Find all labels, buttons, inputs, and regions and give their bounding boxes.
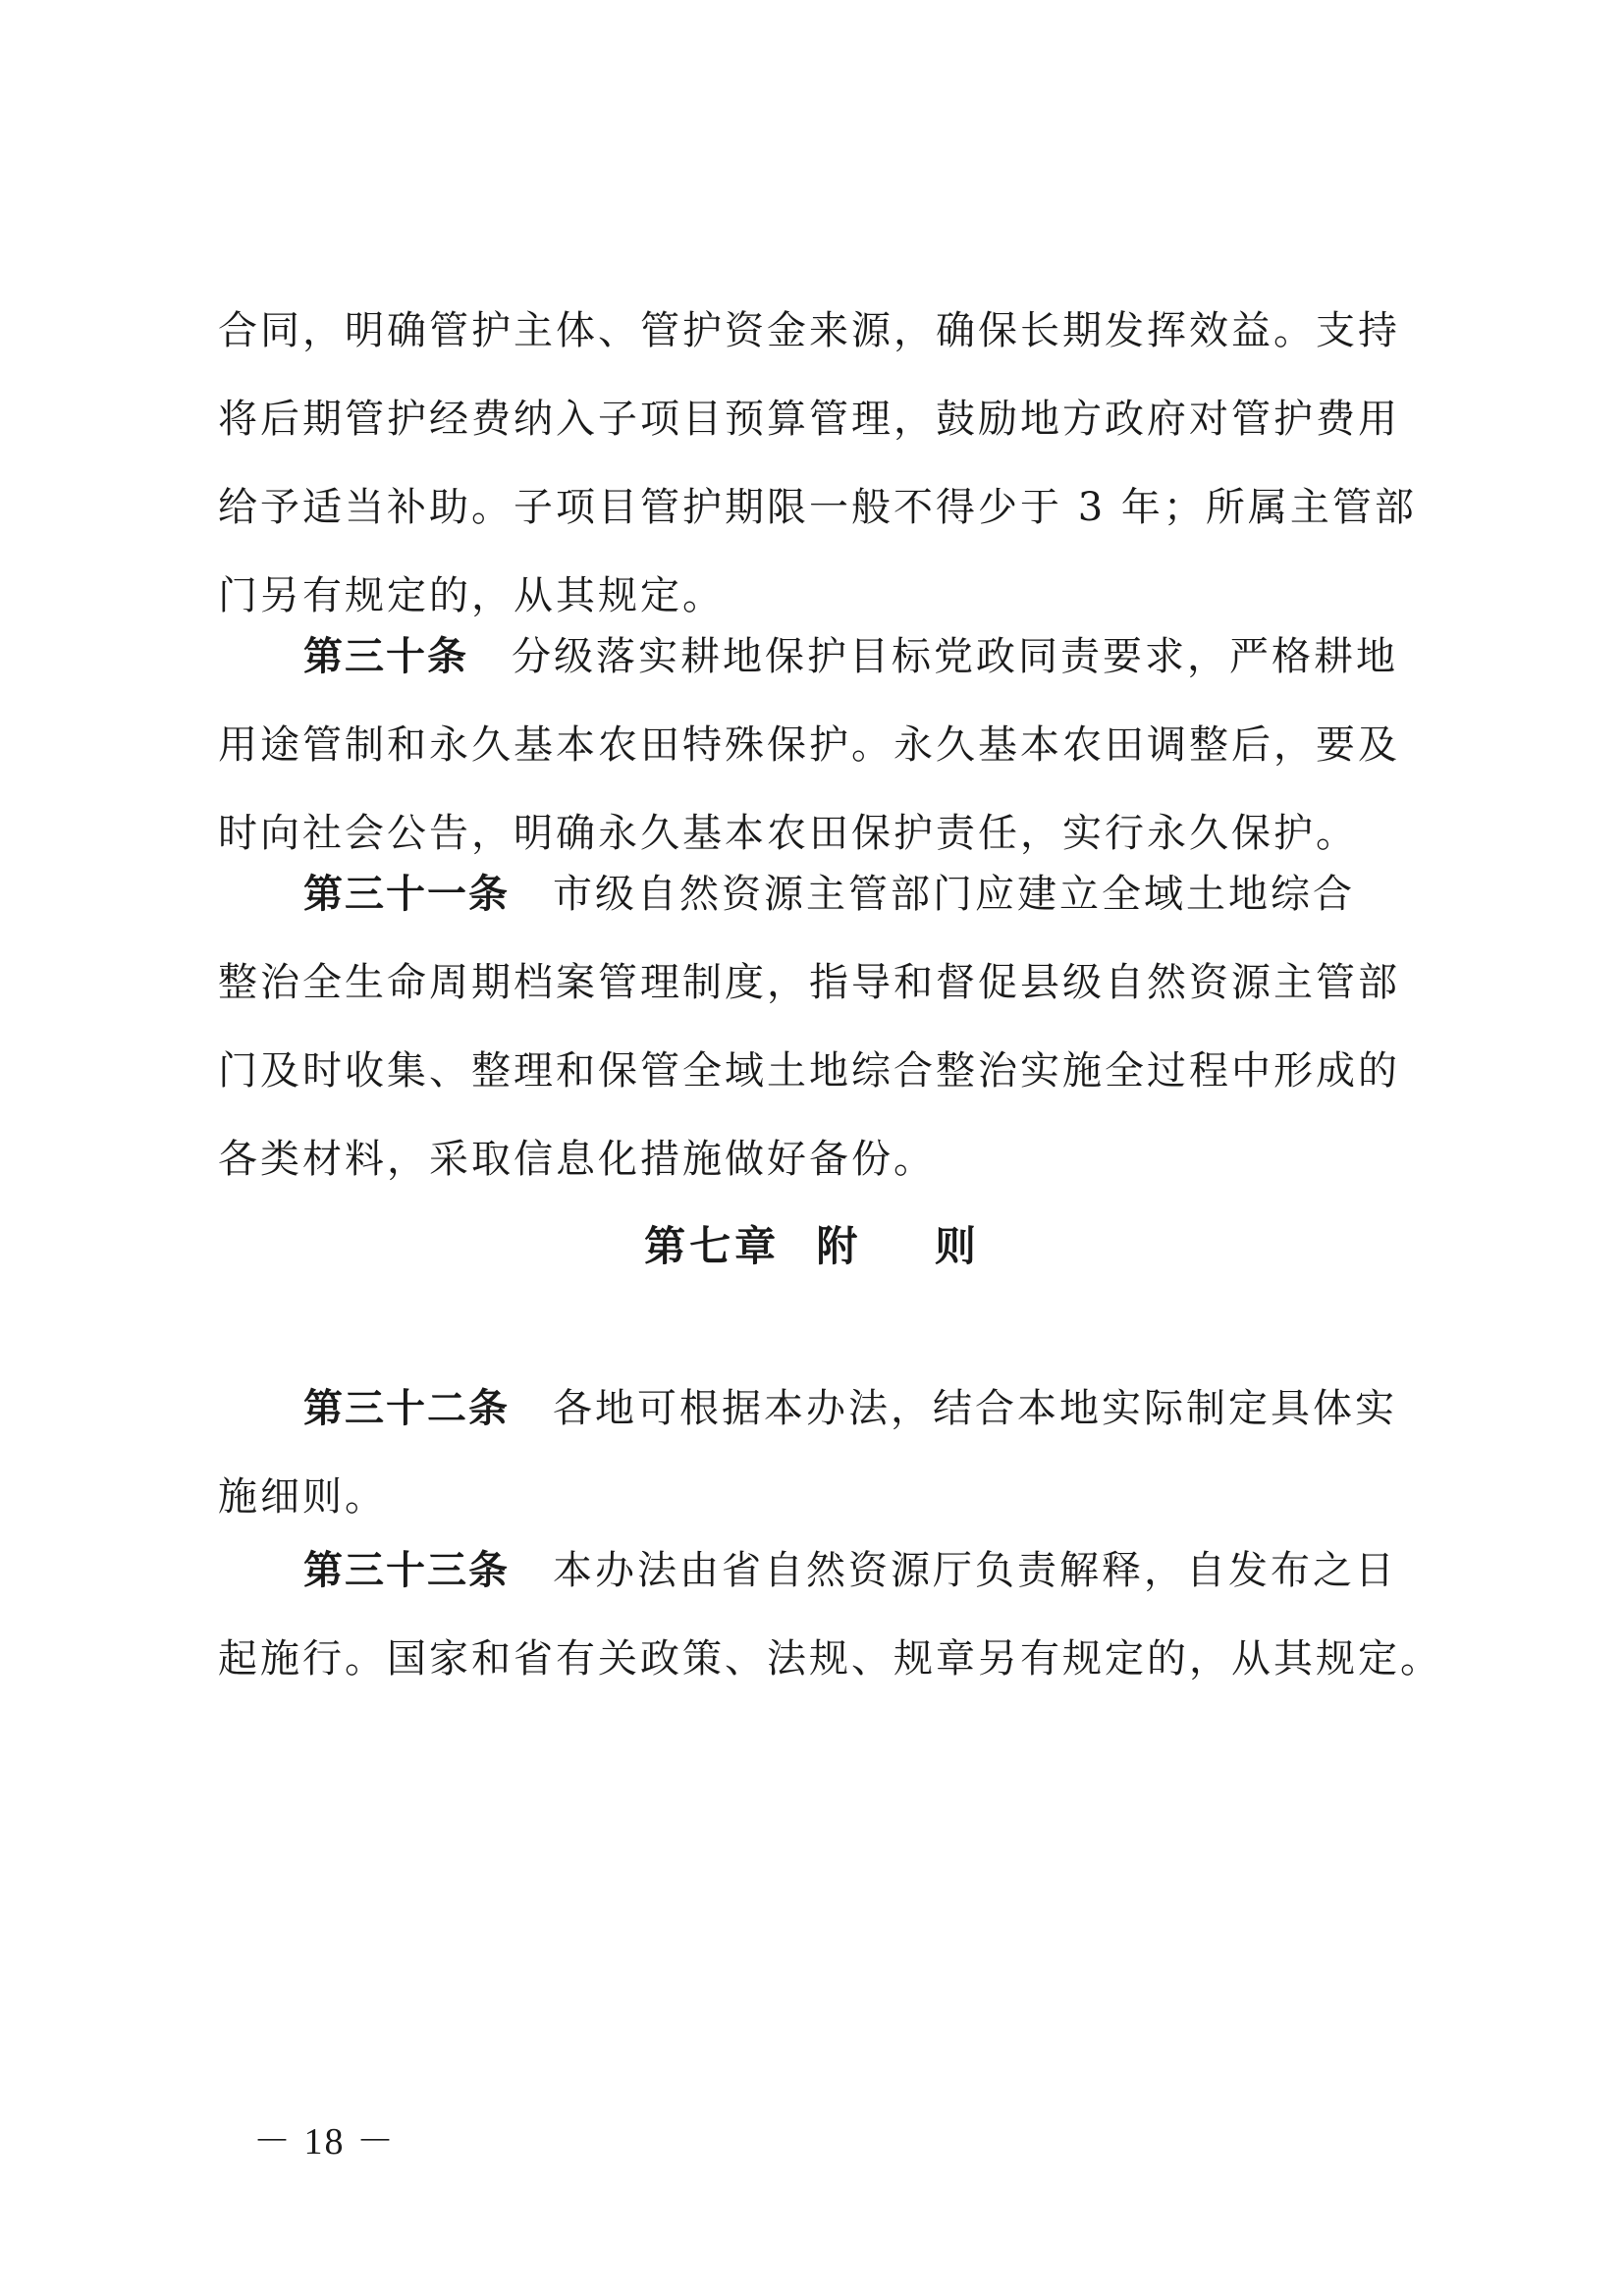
chapter-title: 第七章 附 则: [644, 1222, 980, 1270]
article-heading: 第三十三条: [303, 1548, 510, 1593]
article-text: 各地可根据本办法，结合本地实际制定具体实: [553, 1386, 1397, 1431]
article-text: 市级自然资源主管部门应建立全域土地综合: [553, 872, 1355, 917]
paragraph-line: 将后期管护经费纳入子项目预算管理，鼓励地方政府对管护费用: [218, 397, 1400, 442]
article-text: 本办法由省自然资源厅负责解释，自发布之日: [553, 1548, 1397, 1593]
page-number: － 18 －: [253, 2121, 397, 2163]
paragraph-line: 起施行。国家和省有关政策、法规、规章另有规定的，从其规定。: [218, 1636, 1442, 1682]
article-heading: 第三十条: [303, 634, 468, 679]
article-31: [218, 850, 1426, 1203]
paragraph-line: 各类材料，采取信息化措施做好备份。: [218, 1137, 936, 1182]
article-30: [218, 613, 1426, 878]
paragraph-continuation: [218, 287, 1426, 640]
paragraph-line: 合同，明确管护主体、管护资金来源，确保长期发挥效益。支持: [218, 308, 1400, 353]
paragraph-line: 门另有规定的，从其规定。: [218, 573, 725, 618]
article-heading: 第三十二条: [303, 1386, 510, 1431]
article-33: [218, 1526, 1442, 1703]
paragraph-line: 整治全生命周期档案管理制度，指导和督促县级自然资源主管部: [218, 960, 1400, 1005]
paragraph-line: 给予适当补助。子项目管护期限一般不得少于 3 年；所属主管部: [218, 485, 1417, 530]
paragraph-line: 时向社会公告，明确永久基本农田保护责任，实行永久保护。: [218, 811, 1358, 856]
article-heading: 第三十一条: [303, 872, 510, 917]
article-32: [218, 1364, 1426, 1541]
article-text: 分级落实耕地保护目标党政同责要求，严格耕地: [512, 634, 1398, 679]
paragraph-line: 门及时收集、整理和保管全域土地综合整治实施全过程中形成的: [218, 1048, 1400, 1094]
paragraph-line: 用途管制和永久基本农田特殊保护。永久基本农田调整后，要及: [218, 722, 1400, 768]
paragraph-line: 施细则。: [218, 1474, 387, 1520]
